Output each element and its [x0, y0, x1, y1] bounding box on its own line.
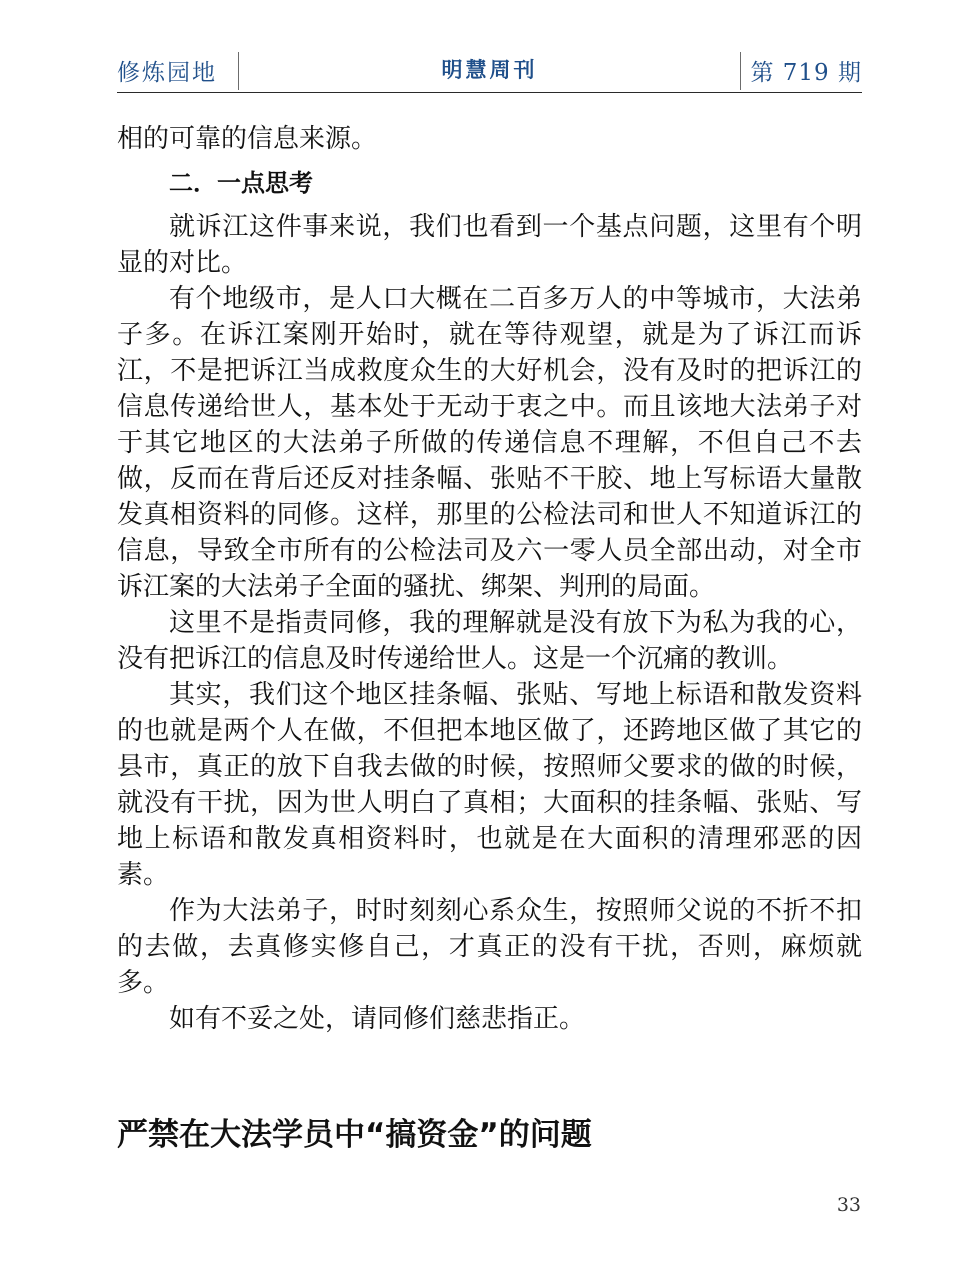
header-issue-number: 第 719 期 [750, 60, 862, 86]
body-paragraph: 就诉江这件事来说，我们也看到一个基点问题，这里有个明显的对比。 [117, 212, 862, 278]
body-paragraph: 其实，我们这个地区挂条幅、张贴、写地上标语和散发资料的也就是两个人在做，不但把本地区做了，还跨地区做了其它的县市，真正的放下自我去做的时候，按照师父要求的做的时候，就没有干扰，因为世人明白了真相；大面积的挂条幅、张贴、写地上标语和散发真相资料时，也就是在大面积的清理邪恶的因素。 [117, 680, 862, 890]
body-paragraph: 作为大法弟子，时时刻刻心系众生，按照师父说的不折不扣的去做，去真修实修自己，才真正的没有干扰，否则，麻烦就多。 [117, 896, 862, 998]
page-header [117, 52, 862, 93]
body-paragraph: 这里不是指责同修，我的理解就是没有放下为私为我的心，没有把诉江的信息及时传递给世人。这是一个沉痛的教训。 [117, 608, 862, 674]
header-publication-title: 明慧周刊 [441, 58, 538, 82]
header-section-label: 修炼园地 [117, 60, 217, 86]
page-number: 33 [836, 1194, 861, 1216]
section-subheading: 二．一点思考 [169, 169, 313, 197]
article-body [117, 121, 862, 1037]
continuation-paragraph: 相的可靠的信息来源。 [117, 124, 378, 154]
body-paragraph: 有个地级市，是人口大概在二百多万人的中等城市，大法弟子多。在诉江案刚开始时，就在等待观望，就是为了诉江而诉江，不是把诉江当成救度众生的大好机会，没有及时的把诉江的信息传递给世人，基本处于无动于衷之中。而且该地大法弟子对于其它地区的大法弟子所做的传递信息不理解，不但自己不去做，反而在背后还反对挂条幅、张贴不干胶、地上写标语大量散发真相资料的同修。这样，那里的公检法司和世人不知道诉江的信息，导致全市所有的公检法司及六一零人员全部出动，对全市诉江案的大法弟子全面的骚扰、绑架、判刑的局面。 [117, 284, 862, 602]
header-divider-right [740, 52, 741, 90]
body-paragraph: 如有不妥之处，请同修们慈悲指正。 [169, 1004, 586, 1034]
next-article-title: 严禁在大法学员中“搞资金”的问题 [117, 1117, 592, 1153]
